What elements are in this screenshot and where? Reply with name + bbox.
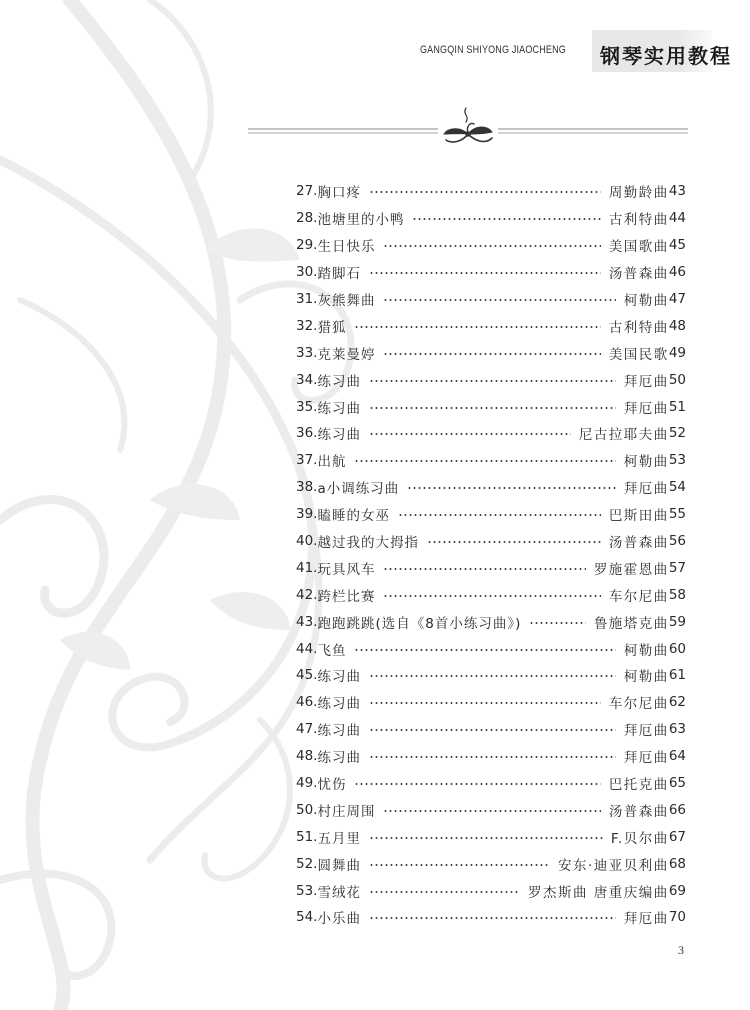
- toc-entry: [296, 366, 686, 393]
- entry-title: a小调练习曲: [317, 481, 400, 498]
- dot-leader: [354, 460, 615, 462]
- entry-number: 54.: [296, 909, 318, 926]
- entry-title: 五月里: [317, 830, 361, 847]
- dot-leader: [369, 756, 616, 758]
- entry-number: 37.: [296, 452, 318, 469]
- header-latin-title: GANGQIN SHIYONG JIAOCHENG: [420, 44, 566, 56]
- entry-number: 50.: [296, 801, 318, 818]
- entry-page-number: 46: [668, 264, 686, 281]
- entry-composer: 车尔尼曲: [608, 588, 669, 605]
- entry-title: 练习曲: [317, 750, 361, 767]
- dot-leader: [529, 622, 585, 624]
- toc-entry: [296, 312, 686, 339]
- entry-number: 36.: [296, 425, 318, 442]
- entry-title: 忧伤: [317, 777, 347, 794]
- entry-page-number: 63: [668, 721, 686, 738]
- entry-page-number: 52: [668, 425, 686, 442]
- entry-title: 克莱曼婷: [317, 346, 376, 363]
- toc-entry: [296, 743, 686, 770]
- table-of-contents: [296, 178, 686, 931]
- toc-entry: [296, 178, 686, 205]
- entry-composer: 车尔尼曲: [608, 696, 669, 713]
- toc-entry: [296, 823, 686, 850]
- toc-entry: [296, 447, 686, 474]
- dot-leader: [383, 299, 615, 301]
- entry-page-number: 58: [668, 586, 686, 603]
- toc-entry: [296, 420, 686, 447]
- toc-entry: [296, 581, 686, 608]
- entry-page-number: 47: [668, 291, 686, 307]
- entry-page-number: 48: [668, 317, 686, 334]
- entry-number: 49.: [296, 775, 318, 792]
- entry-title: 小乐曲: [317, 911, 361, 928]
- toc-entry: [296, 716, 686, 743]
- entry-title: 出航: [317, 454, 347, 471]
- toc-entry: [296, 689, 686, 716]
- entry-composer: 柯勒曲: [623, 642, 669, 659]
- entry-number: 45.: [296, 667, 318, 684]
- toc-entry: [296, 259, 686, 286]
- toc-entry: [296, 205, 686, 232]
- dot-leader: [398, 514, 601, 516]
- entry-page-number: 53: [668, 452, 686, 469]
- entry-number: 39.: [296, 506, 318, 523]
- entry-composer: 拜厄曲: [623, 400, 669, 417]
- toc-entry: [296, 474, 686, 501]
- entry-title: 练习曲: [317, 427, 361, 444]
- entry-composer: 巴托克曲: [608, 777, 669, 794]
- entry-composer: 巴斯田曲: [608, 508, 669, 525]
- dot-leader: [383, 353, 600, 355]
- entry-composer: 汤普森曲: [608, 535, 669, 552]
- entry-title: 练习曲: [317, 373, 361, 390]
- entry-title: 练习曲: [317, 723, 361, 740]
- header-chinese-title: 钢琴实用教程: [600, 44, 732, 68]
- entry-number: 30.: [296, 264, 318, 281]
- entry-title: 生日快乐: [317, 239, 376, 256]
- entry-page-number: 62: [668, 694, 686, 711]
- entry-number: 46.: [296, 694, 318, 711]
- entry-number: 34.: [296, 371, 318, 388]
- entry-page-number: 54: [668, 479, 686, 496]
- dot-leader: [369, 729, 616, 731]
- entry-composer: 拜厄曲: [623, 481, 669, 498]
- entry-composer: 拜厄曲: [623, 911, 669, 928]
- entry-title: 越过我的大拇指: [317, 535, 419, 552]
- toc-entry: [296, 662, 686, 689]
- dot-leader: [383, 245, 600, 247]
- toc-entry: [296, 339, 686, 366]
- entry-number: 48.: [296, 748, 318, 765]
- entry-page-number: 59: [668, 613, 686, 630]
- entry-page-number: 43: [668, 183, 686, 200]
- entry-composer: 罗杰斯曲 唐重庆编曲: [528, 884, 669, 901]
- entry-title: 练习曲: [317, 400, 361, 417]
- entry-page-number: 70: [668, 909, 686, 926]
- entry-title: 雪绒花: [317, 884, 361, 901]
- entry-number: 38.: [296, 479, 318, 496]
- dot-leader: [369, 837, 603, 839]
- entry-composer: 汤普森曲: [608, 266, 669, 283]
- toc-entry: [296, 904, 686, 931]
- entry-composer: 鲁施塔克曲: [593, 615, 669, 632]
- dot-leader: [354, 326, 600, 328]
- entry-page-number: 68: [668, 855, 686, 872]
- entry-composer: 罗施霍恩曲: [593, 561, 669, 578]
- divider-flourish: [248, 100, 688, 160]
- toc-entry: [296, 501, 686, 528]
- entry-number: 35.: [296, 398, 318, 415]
- dot-leader: [383, 595, 600, 597]
- entry-number: 29.: [296, 237, 318, 254]
- toc-entry: [296, 608, 686, 635]
- entry-page-number: 57: [668, 559, 686, 576]
- entry-composer: 尼古拉耶夫曲: [578, 427, 669, 444]
- entry-number: 41.: [296, 559, 318, 576]
- entry-number: 52.: [296, 855, 318, 872]
- toc-entry: [296, 554, 686, 581]
- entry-composer: 柯勒曲: [623, 454, 669, 471]
- entry-page-number: 50: [668, 371, 686, 388]
- entry-number: 40.: [296, 533, 318, 550]
- toc-entry: [296, 796, 686, 823]
- dot-leader: [369, 380, 616, 382]
- entry-composer: 美国歌曲: [608, 239, 669, 256]
- entry-composer: 美国民歌: [608, 346, 669, 363]
- entry-page-number: 65: [668, 775, 686, 792]
- page-number: 3: [678, 943, 684, 957]
- entry-title: 池塘里的小鸭: [317, 212, 405, 229]
- toc-entry: [296, 850, 686, 877]
- toc-entry: [296, 286, 686, 313]
- toc-entry: [296, 877, 686, 904]
- toc-entry: [296, 232, 686, 259]
- dot-leader: [383, 810, 600, 812]
- entry-page-number: 61: [668, 667, 686, 684]
- toc-entry: [296, 393, 686, 420]
- entry-composer: 周勤龄曲: [608, 185, 669, 202]
- dot-leader: [369, 407, 616, 409]
- dot-leader: [369, 272, 601, 274]
- entry-composer: 拜厄曲: [623, 750, 669, 767]
- entry-page-number: 67: [668, 828, 686, 845]
- entry-title: 跑跑跳跳(选自《8首小练习曲》): [317, 615, 522, 632]
- entry-title: 胸口疼: [317, 185, 361, 202]
- entry-page-number: 64: [668, 748, 686, 765]
- entry-composer: 拜厄曲: [623, 373, 669, 390]
- entry-composer: 柯勒曲: [623, 293, 669, 309]
- entry-composer: 汤普森曲: [608, 803, 669, 820]
- entry-title: 玩具风车: [317, 561, 376, 578]
- entry-page-number: 45: [668, 237, 686, 254]
- entry-title: 练习曲: [317, 696, 361, 713]
- toc-entry: [296, 770, 686, 797]
- entry-page-number: 66: [668, 801, 686, 818]
- entry-number: 28.: [296, 210, 318, 227]
- entry-title: 圆舞曲: [317, 857, 361, 874]
- toc-entry: [296, 528, 686, 555]
- entry-title: 猎狐: [317, 319, 347, 336]
- dot-leader: [369, 191, 601, 193]
- entry-composer: 拜厄曲: [623, 723, 669, 740]
- entry-composer: F.贝尔曲: [610, 830, 669, 847]
- entry-composer: 柯勒曲: [623, 669, 669, 686]
- entry-title: 练习曲: [317, 669, 361, 686]
- entry-number: 44.: [296, 640, 318, 657]
- entry-number: 31.: [296, 291, 318, 307]
- dot-leader: [369, 864, 550, 866]
- entry-number: 42.: [296, 586, 318, 603]
- entry-page-number: 56: [668, 533, 686, 550]
- entry-page-number: 55: [668, 506, 686, 523]
- entry-page-number: 44: [668, 210, 686, 227]
- entry-page-number: 49: [668, 344, 686, 361]
- entry-number: 51.: [296, 828, 318, 845]
- entry-number: 53.: [296, 882, 318, 899]
- dot-leader: [412, 218, 600, 220]
- dot-leader: [383, 568, 585, 570]
- entry-number: 27.: [296, 183, 318, 200]
- entry-page-number: 69: [668, 882, 686, 899]
- entry-page-number: 51: [668, 398, 686, 415]
- entry-composer: 安东·迪亚贝利曲: [558, 857, 669, 874]
- entry-number: 33.: [296, 344, 318, 361]
- entry-title: 灰熊舞曲: [317, 293, 376, 309]
- entry-title: 跨栏比赛: [317, 588, 376, 605]
- entry-number: 43.: [296, 613, 318, 630]
- toc-entry: [296, 635, 686, 662]
- dot-leader: [369, 702, 601, 704]
- entry-title: 瞌睡的女巫: [317, 508, 390, 525]
- entry-title: 飞鱼: [317, 642, 347, 659]
- dot-leader: [369, 675, 616, 677]
- dot-leader: [369, 891, 520, 893]
- dot-leader: [427, 541, 601, 543]
- dot-leader: [369, 917, 616, 919]
- dot-leader: [407, 487, 616, 489]
- dot-leader: [354, 649, 615, 651]
- dot-leader: [354, 783, 600, 785]
- entry-composer: 古利特曲: [608, 319, 669, 336]
- entry-composer: 古利特曲: [608, 212, 669, 229]
- dot-leader: [369, 433, 571, 435]
- entry-number: 32.: [296, 317, 318, 334]
- entry-page-number: 60: [668, 640, 686, 657]
- entry-number: 47.: [296, 721, 318, 738]
- entry-title: 踏脚石: [317, 266, 361, 283]
- entry-title: 村庄周围: [317, 803, 376, 820]
